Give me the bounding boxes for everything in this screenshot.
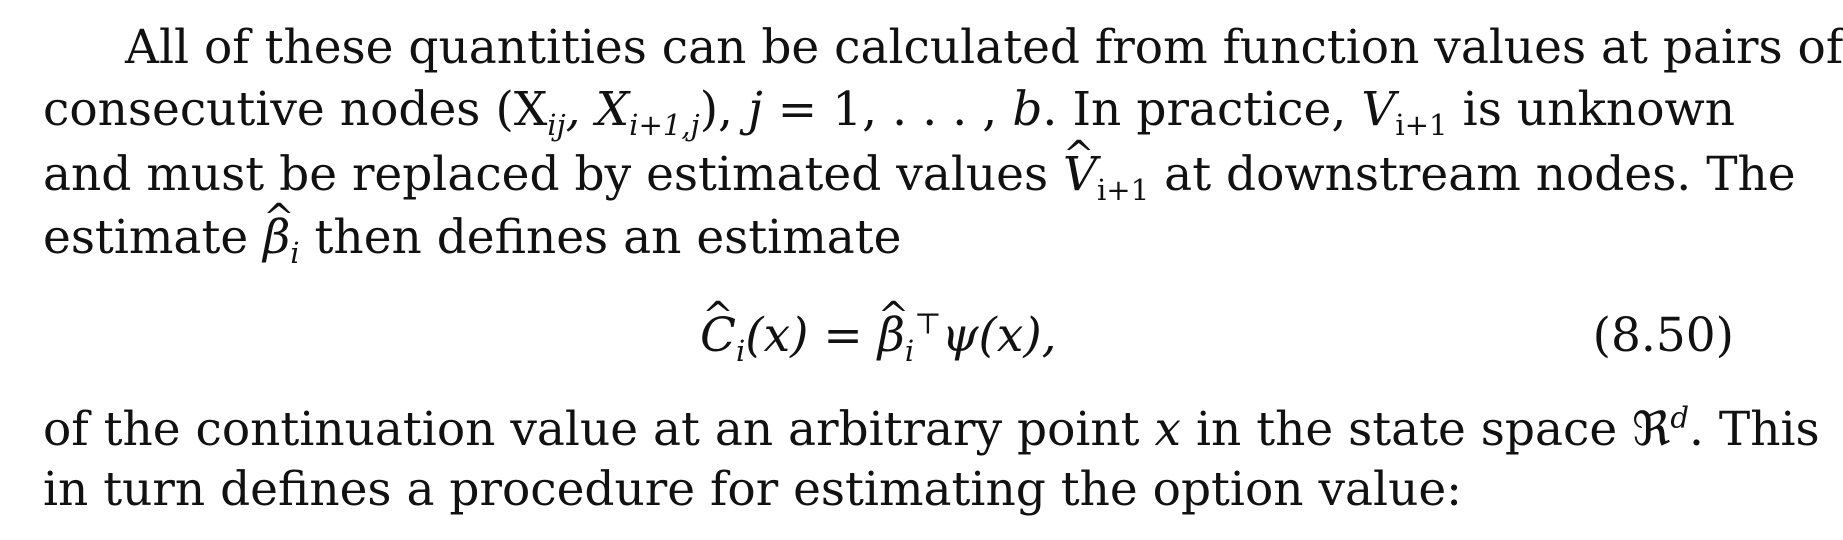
- math-open: (X: [495, 82, 548, 137]
- paragraph-line-5: [43, 400, 1820, 460]
- display-equation: [0, 304, 1772, 368]
- math-separator: , X: [565, 82, 630, 137]
- math-equals: =: [808, 308, 878, 363]
- math-subscript: i+1: [1395, 108, 1448, 143]
- paragraph-line-4: [43, 208, 902, 271]
- text-segment: then defines an estimate: [299, 210, 902, 265]
- paragraph-line-3: [43, 145, 1796, 208]
- text-segment: at downstream nodes. The: [1149, 147, 1796, 202]
- math-variable-x: x: [1154, 402, 1182, 457]
- node-pair-expression: [495, 82, 1043, 143]
- text-segment: consecutive nodes: [43, 82, 481, 137]
- math-variable-V: V: [1361, 82, 1396, 137]
- math-subscript: i: [904, 334, 915, 369]
- text-segment: estimate: [43, 210, 264, 265]
- math-subscript: i: [290, 236, 300, 271]
- math-variable-b: b: [1012, 82, 1043, 137]
- math-argument: (x),: [978, 308, 1057, 363]
- real-numbers-symbol: ℜ: [1632, 402, 1671, 457]
- math-argument: (x): [745, 308, 809, 363]
- text-segment: in the state space: [1181, 402, 1633, 457]
- math-variable-j: j: [748, 82, 763, 137]
- text-segment: . In practice,: [1042, 82, 1362, 137]
- text-segment: in turn defines a procedure for estimating the option value:: [43, 462, 1462, 517]
- math-subscript: i+1: [1096, 173, 1150, 208]
- paragraph-line-2: [43, 80, 1735, 143]
- math-variable-C-hat: ^ C: [700, 304, 736, 368]
- text-segment: All of these quantities can be calculated from function values at pairs of: [125, 20, 1843, 75]
- math-variable-beta-hat: ^ β: [878, 304, 905, 368]
- math-transpose: ⊤: [914, 306, 942, 341]
- equation-number: (8.50): [1592, 308, 1734, 363]
- math-range: = 1, . . . ,: [762, 82, 1013, 137]
- math-close: ),: [699, 82, 749, 137]
- math-subscript: i+1,j: [629, 108, 700, 143]
- paragraph-line-1: [125, 18, 1843, 78]
- text-segment: and must be replaced by estimated values: [43, 147, 1064, 202]
- math-variable-V-hat: ^ V: [1063, 145, 1097, 205]
- equation-body: [700, 304, 1057, 368]
- math-superscript: d: [1670, 400, 1690, 435]
- paragraph-line-6: [43, 460, 1462, 520]
- text-segment: . This: [1689, 402, 1820, 457]
- text-segment: of the continuation value at an arbitrary point: [43, 402, 1155, 457]
- text-segment: is unknown: [1447, 82, 1735, 137]
- math-subscript: i: [735, 334, 746, 369]
- math-variable-beta-hat: ^ β: [263, 208, 290, 268]
- math-function-psi: ψ: [941, 308, 979, 363]
- math-subscript: ij: [547, 108, 566, 143]
